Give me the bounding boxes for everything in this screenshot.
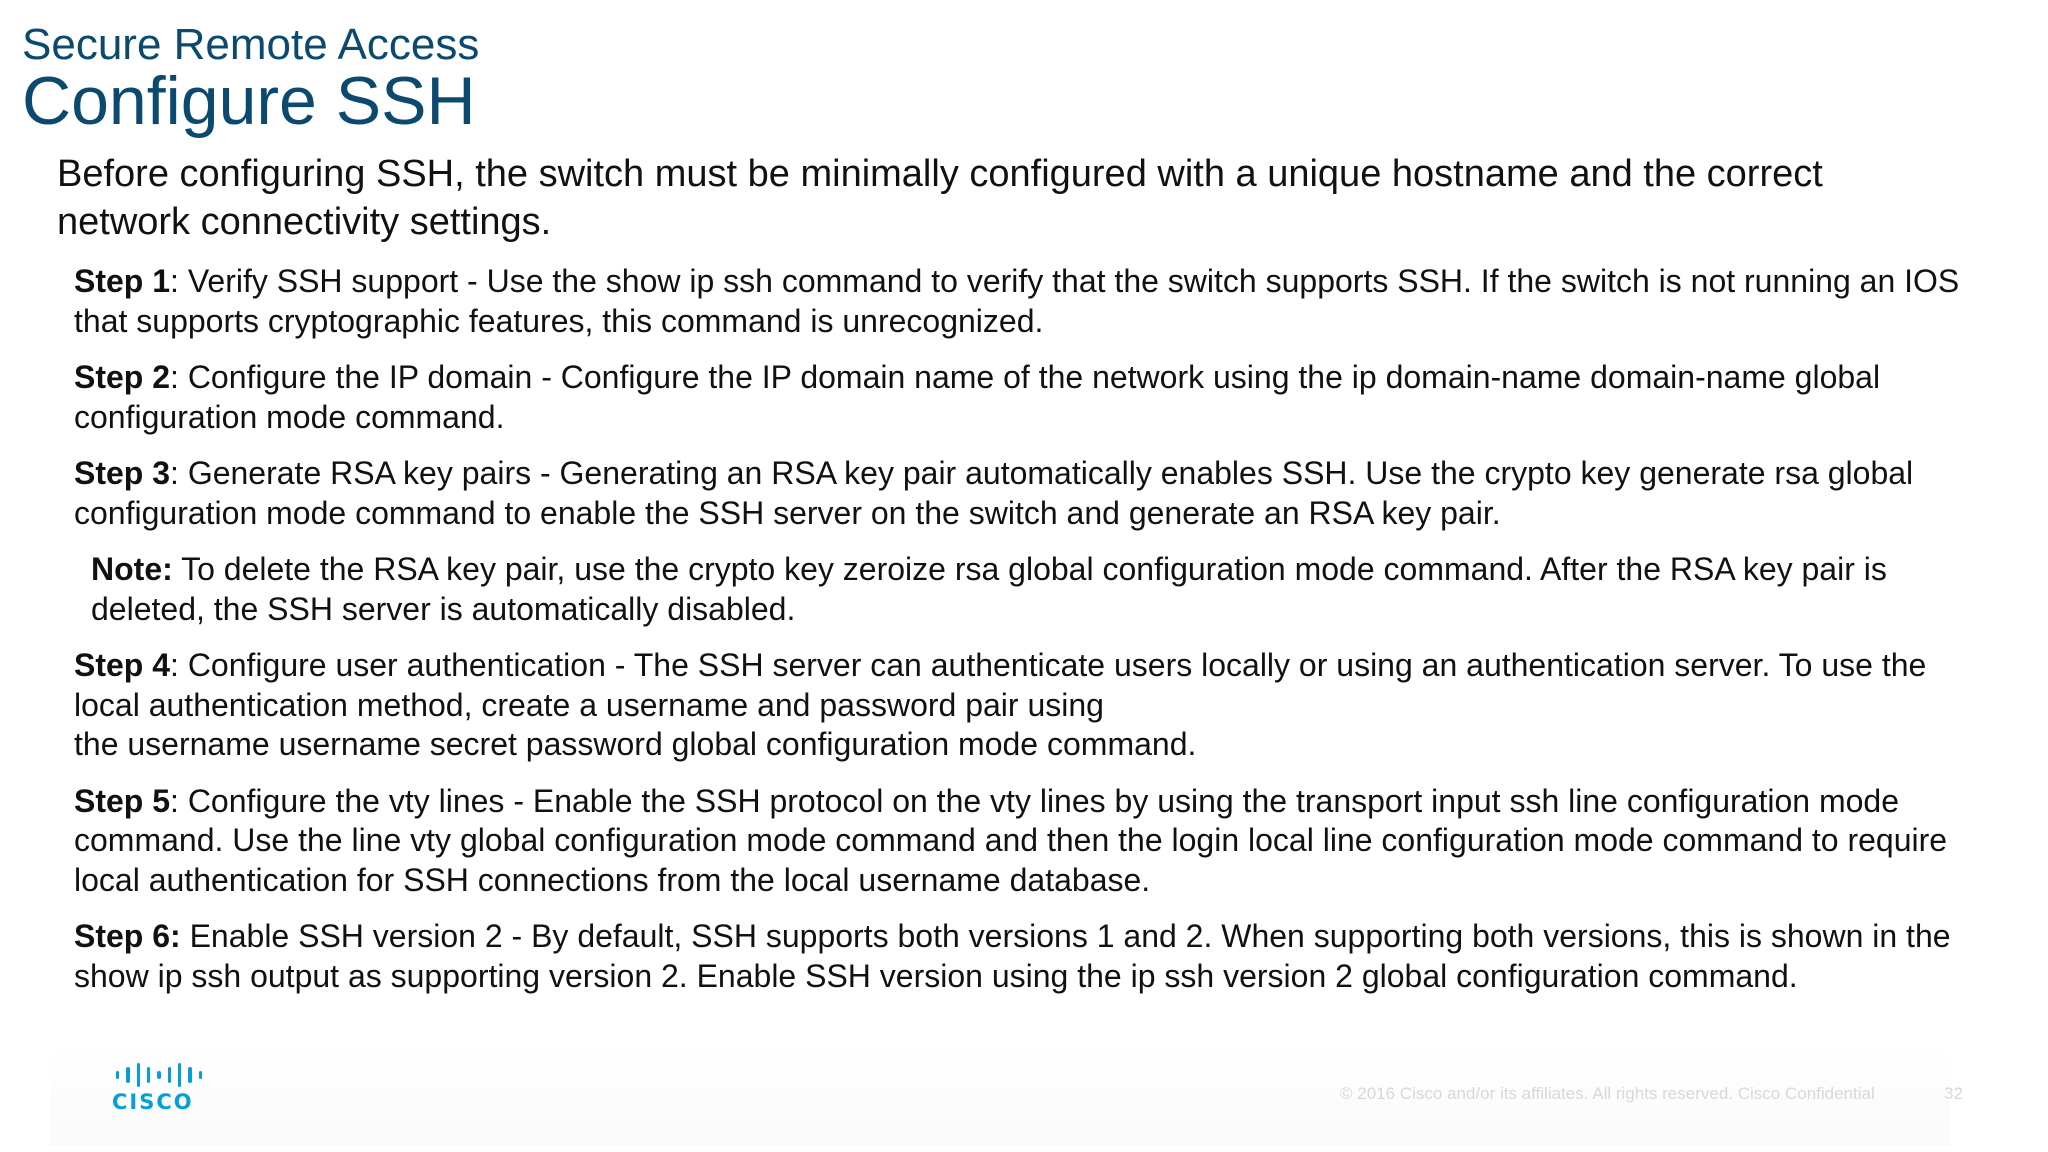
step-2 xyxy=(74,358,1964,437)
step-text: : Configure user authentication - The SSH server can authenticate users locally or using an authentication server. To use the local authentication method, create a username and password pair using xyxy=(74,647,1927,723)
step-4 xyxy=(74,646,1964,765)
cisco-bars-icon xyxy=(112,1062,202,1088)
step-text: : Generate RSA key pairs - Generating an RSA key pair automatically enables SSH. Use the crypto key generate rsa global configuration mode command to enable the SSH server on the switch and generate an RSA key pair. xyxy=(74,455,1914,531)
steps-list xyxy=(74,262,1964,1013)
step-label: Step 3 xyxy=(74,455,171,491)
step-text: : Configure the IP domain - Configure the IP domain name of the network using the ip domain-name domain-name global configuration mode command. xyxy=(74,359,1881,435)
page-number: 32 xyxy=(1944,1084,1963,1103)
step-text: : Configure the vty lines - Enable the SSH protocol on the vty lines by using the transport input ssh line configuration mode command. Use the line vty global configuration mode command and then the login local line configuration mode command to require local authentication for SSH connections from the local username database. xyxy=(74,782,1948,898)
slide-footer xyxy=(50,1046,1963,1146)
intro-paragraph: Before configuring SSH, the switch must be minimally configured with a unique hostname and the correct network connectivity settings. xyxy=(57,153,1823,243)
slide-header xyxy=(22,20,479,138)
step-3 xyxy=(74,454,1964,533)
step-1 xyxy=(74,262,1964,341)
step-label: Step 6: xyxy=(74,918,181,954)
step-5 xyxy=(74,782,1964,901)
step-6 xyxy=(74,917,1964,996)
step-text: : Verify SSH support - Use the show ip ssh command to verify that the switch supports SSH. If the switch is not running an IOS that supports cryptographic features, this command is unrecognized. xyxy=(74,263,1960,339)
note xyxy=(91,550,1964,629)
slide-title: Configure SSH xyxy=(22,63,476,139)
step-label: Step 2 xyxy=(74,359,171,395)
step-label: Step 4 xyxy=(74,647,171,683)
slide-subtitle: Secure Remote Access xyxy=(22,20,480,69)
copyright-text: © 2016 Cisco and/or its affiliates. All rights reserved. Cisco Confidential xyxy=(1340,1084,1875,1103)
note-text: To delete the RSA key pair, use the crypto key zeroize rsa global configuration mode command. After the RSA key pair is deleted, the SSH server is automatically disabled. xyxy=(91,551,1887,627)
cisco-logo xyxy=(112,1062,202,1122)
step-label: Step 1 xyxy=(74,263,171,299)
note-label: Note: xyxy=(91,551,173,587)
cisco-logo-text: CISCO xyxy=(112,1090,194,1114)
step-text-continued: the username username secret password global configuration mode command. xyxy=(74,726,1197,762)
step-label: Step 5 xyxy=(74,782,171,819)
step-text: Enable SSH version 2 - By default, SSH supports both versions 1 and 2. When supporting both versions, this is shown in the show ip ssh output as supporting version 2. Enable SSH version using the ip ssh version 2 global configuration command. xyxy=(74,918,1951,994)
